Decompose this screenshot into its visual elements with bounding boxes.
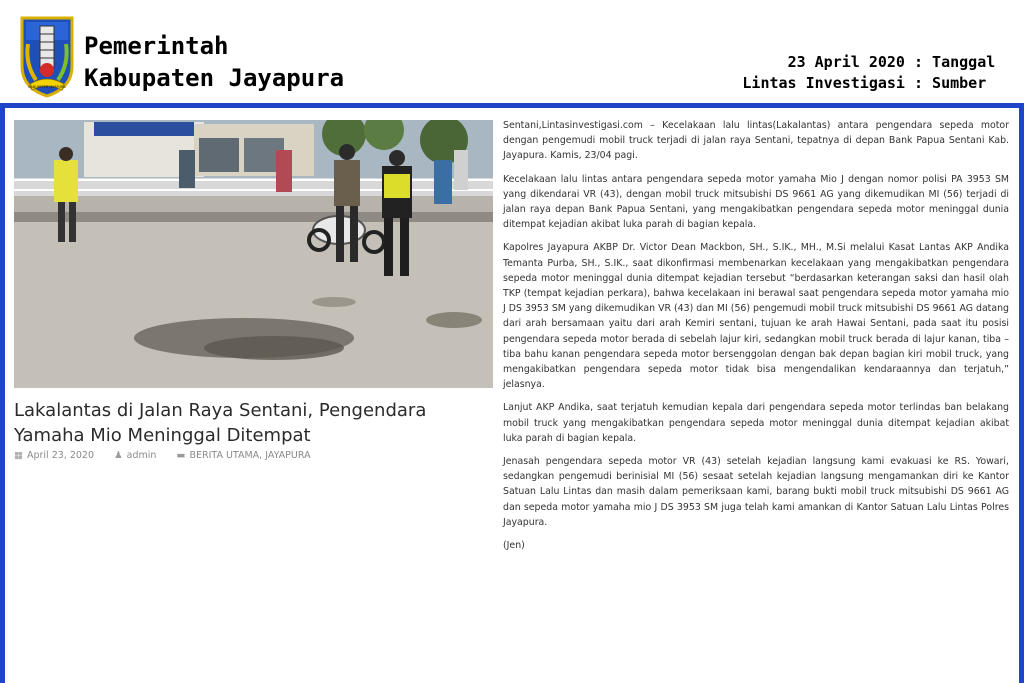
paragraph: Jenasah pengendara sepeda motor VR (43) setelah kejadian langsung kami evakuasi ke RS. Yowari, sedangkan pengemudi berinisial MI (56) sesaat setelah kejadian langsung mengamankan diri ke Kantor Satuan Lalu Lintas dan masih dalam pemeriksaan kami, barang bukti mobil truck mitsubishi DS 9661 AG dan sepeda motor yamaha mio J DS 3953 SM juga telah kami amankan di Kantor Satuan Lalu Lintas Polres Jayapura. (503, 456, 1009, 528)
paragraph: Kapolres Jayapura AKBP Dr. Victor Dean Mackbon, SH., S.IK., MH., M.Si melalui Kasat Lantas AKP Andika Temanta Purba, SH., S.IK., saat dikonfirmasi membenarkan kecelakaan yang mengakibatkan pengendara sepeda motor meninggal dunia ditempat kejadian tersebut “berdasarkan keterangan saksi dan hasil olah TKP (tempat kejadian perkara), bahwa kecelakaan ini berawal saat pengendara sepeda motor yamaha mio J DS 3953 SM yang dikemudikan VR (43) dan MI (56) pengemudi mobil truck mitsubishi DS 9661 AG datang dari arah bersamaan yaitu dari arah Kemiri sentani, tujuan ke arah Hawai Sentani, pada saat itu posisi pengendara sepeda motor berada di sebelah lajur kiri, sedangkan mobil truck berada di lajur kanan, tiba – tiba bahu kanan pengendara sepeda motor bersenggolan dengan bak depan bagian kiri mobil truck, yang mengakibatkan pengendara sepeda motor tidak bisa mengendalikan kendaraannya dan terjatuh,” jelasnya. (503, 242, 1009, 391)
date-value: 23 April 2020 (787, 53, 905, 71)
title-line-1: Pemerintah (84, 32, 229, 60)
folder-icon: ▬ (176, 450, 186, 461)
article-body (503, 118, 1009, 561)
header (0, 0, 1024, 103)
government-title (84, 30, 344, 94)
source-label: : Sumber (914, 74, 987, 92)
article-title[interactable]: Lakalantas di Jalan Raya Sentani, Pengendara Yamaha Mio Meninggal Ditempat (14, 400, 427, 446)
article-categories[interactable]: BERITA UTAMA, JAYAPURA (189, 450, 311, 461)
calendar-icon: ▦ (14, 450, 23, 461)
publication-meta (742, 52, 1002, 94)
article-frame (0, 103, 1024, 683)
kabupaten-jayapura-logo (16, 14, 78, 98)
source-value: Lintas Investigasi (742, 74, 905, 92)
date-label: : Tanggal (914, 53, 996, 71)
source-row (742, 73, 1002, 94)
user-icon: ♟ (114, 450, 123, 461)
paragraph: Kecelakaan lalu lintas antara pengendara sepeda motor yamaha Mio J dengan nomor polisi PA 3953 SM yang dikendarai VR (43), dengan mobil truck mitsubishi DS 9661 AG yang dikemudikan MI (56) terjadi di jalan raya depan Bank Papua Sentani, yang mengakibatkan pengendara sepeda motor meninggal dunia ditempat kejadian akibat luka parah di bagian kepala. (503, 173, 1009, 231)
accident-scene-photo (14, 120, 493, 388)
paragraph: Sentani,Lintasinvestigasi.com – Kecelakaan lalu lintas(Lakalantas) antara pengendara sepeda motor dengan pengemudi mobil truck terjadi di jalan raya Sentani, tepatnya di depan Bank Papua Sentani Kab. Jayapura. Kamis, 23/04 pagi. (503, 120, 1009, 162)
article-author[interactable]: admin (126, 450, 157, 461)
article-date[interactable]: April 23, 2020 (26, 450, 95, 461)
paragraph: (Jen) (503, 540, 525, 552)
article-meta (14, 450, 311, 461)
svg-text:KABUPATEN JAYAPURA: KABUPATEN JAYAPURA (28, 85, 66, 89)
paragraph: Lanjut AKP Andika, saat terjatuh kemudian kepala dari pengendara sepeda motor terlindas ban belakang mobil truck yang mengakibatkan pengendara sepeda motor meninggal dunia ditempat kejadian akibat luka parah di bagian kepala. (503, 402, 1009, 444)
title-line-2: Kabupaten Jayapura (84, 64, 345, 92)
date-row (742, 52, 1002, 73)
